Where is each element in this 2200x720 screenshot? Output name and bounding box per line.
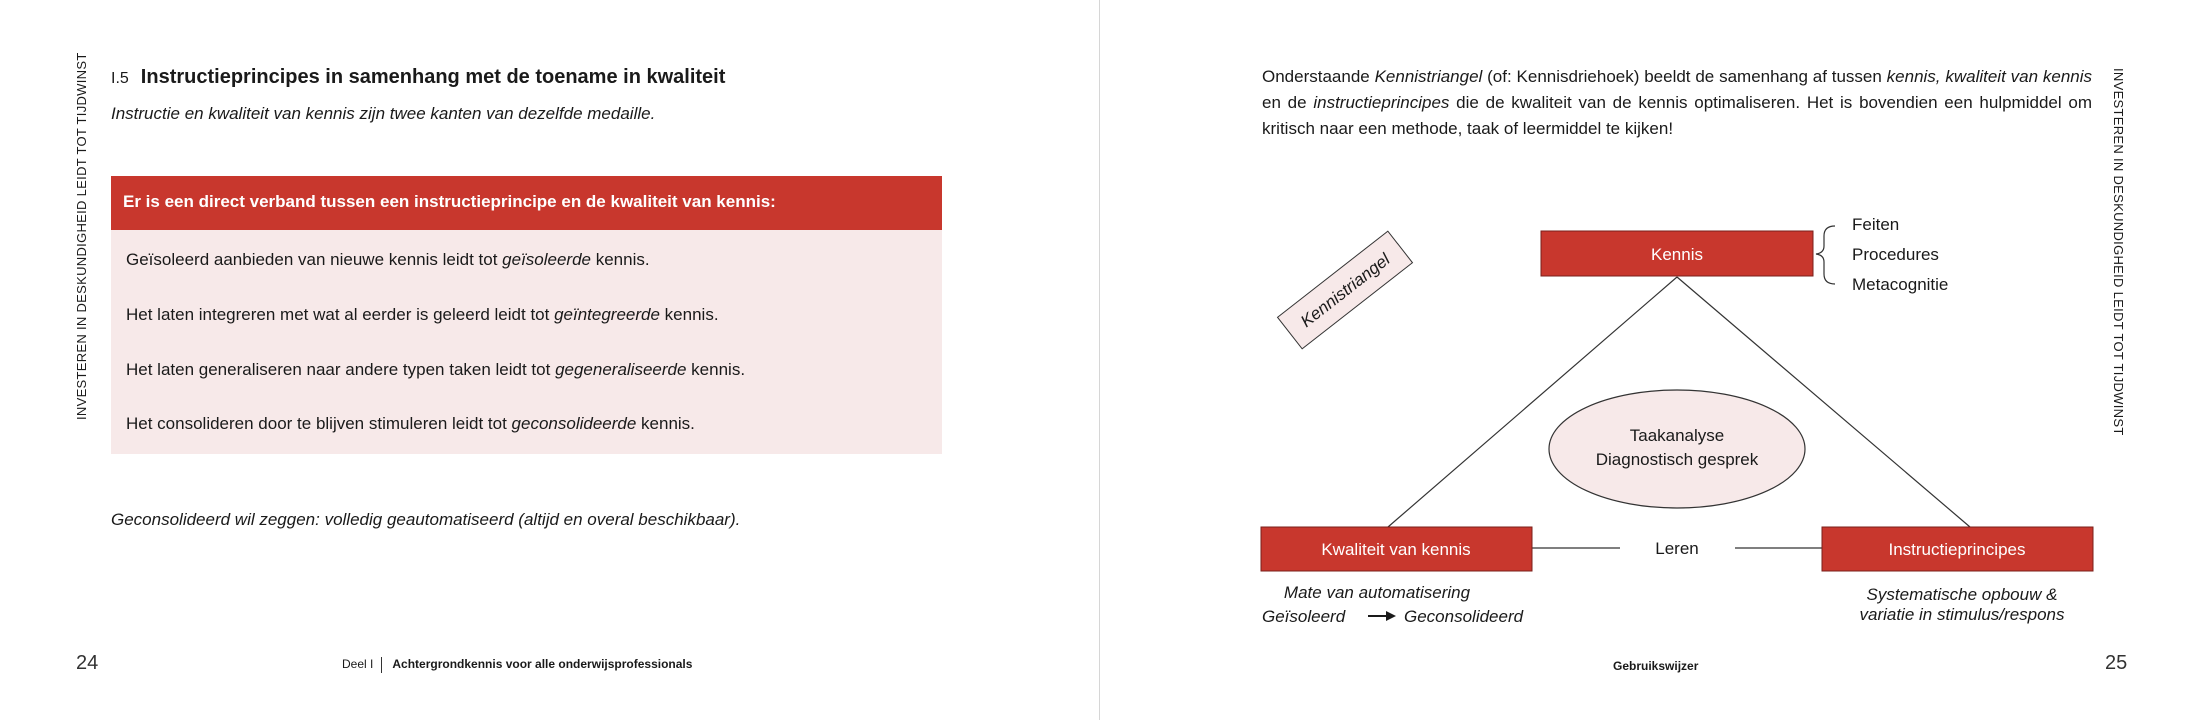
list-item-feiten: Feiten bbox=[1852, 215, 1900, 234]
knowledge-triangle-diagram bbox=[1100, 0, 2200, 720]
section-subheading: Instructie en kwaliteit van kennis zijn twee kanten van dezelfde medaille. bbox=[111, 104, 656, 123]
definition-note: Geconsolideerd wil zeggen: volledig geautomatiseerd (altijd en overal beschikbaar). bbox=[111, 510, 741, 529]
page-number-right: 25 bbox=[2105, 652, 2128, 674]
principle-line: Het laten integreren met wat al eerder is geleerd leidt tot geïntegreerde kennis. bbox=[126, 305, 719, 324]
principle-line: Het laten generaliseren naar andere typen taken leidt tot gegeneraliseerde kennis. bbox=[126, 360, 746, 379]
footer-left bbox=[342, 657, 692, 673]
section-number: I.5 bbox=[111, 70, 129, 87]
page-number-left: 24 bbox=[76, 652, 99, 674]
right-page bbox=[1100, 0, 2200, 720]
kennis-node-label: Kennis bbox=[1651, 245, 1703, 264]
left-caption-line-1: Mate van automatisering bbox=[1283, 583, 1471, 602]
left-caption-to: Geconsolideerd bbox=[1404, 607, 1524, 626]
center-ellipse bbox=[1549, 390, 1805, 508]
brace-icon bbox=[1816, 226, 1835, 284]
left-caption-from: Geïsoleerd bbox=[1262, 607, 1346, 626]
side-title-left: INVESTEREN IN DESKUNDIGHEID LEIDT TOT TIJDWINST bbox=[74, 52, 89, 420]
instructieprincipes-node-label: Instructieprincipes bbox=[1888, 540, 2026, 559]
footer-divider bbox=[381, 657, 382, 673]
center-line-1: Taakanalyse bbox=[1629, 426, 1725, 445]
tag-label: Kennistriangel bbox=[1297, 249, 1394, 332]
section-title: Instructieprincipes in samenhang met de toename in kwaliteit bbox=[140, 66, 726, 88]
side-title-right: INVESTEREN IN DESKUNDIGHEID LEIDT TOT TIJDWINST bbox=[2111, 68, 2126, 436]
principles-box-body bbox=[111, 230, 942, 454]
list-item-metacognitie: Metacognitie bbox=[1852, 275, 1949, 294]
principle-line: Geïsoleerd aanbieden van nieuwe kennis leidt tot geïsoleerde kennis. bbox=[126, 250, 650, 269]
kwaliteit-node-label: Kwaliteit van kennis bbox=[1321, 540, 1471, 559]
footer-part: Deel I bbox=[342, 657, 374, 672]
right-caption-line-2: variatie in stimulus/respons bbox=[1859, 605, 2065, 624]
center-line-2: Diagnostisch gesprek bbox=[1595, 450, 1759, 469]
arrow-right-icon bbox=[1368, 611, 1396, 621]
list-item-procedures: Procedures bbox=[1852, 245, 1939, 264]
footer-right bbox=[1613, 659, 1698, 673]
footer-title-left: Achtergrondkennis voor alle onderwijsprofessionals bbox=[392, 657, 693, 672]
intro-paragraph: Onderstaande Kennistriangel (of: Kennisdriehoek) beeldt de samenhang af tussen kennis, kwaliteit van kennis en de instructieprincipes die de kwaliteit van de kennis optimaliseren. Het is bovendien een hulpmiddel om kritisch naar een methode, taak of leermiddel te kijken! bbox=[1262, 67, 2093, 138]
leren-label: Leren bbox=[1655, 539, 1699, 558]
footer-title-right: Gebruikswijzer bbox=[1613, 659, 1699, 673]
right-caption-line-1: Systematische opbouw & bbox=[1866, 585, 2058, 604]
kennistriangel-tag bbox=[1278, 231, 1413, 349]
section-heading bbox=[111, 66, 725, 89]
principle-line: Het consolideren door te blijven stimuleren leidt tot geconsolideerde kennis. bbox=[126, 414, 695, 433]
principles-box-header: Er is een direct verband tussen een instructieprincipe en de kwaliteit van kennis: bbox=[111, 176, 942, 230]
